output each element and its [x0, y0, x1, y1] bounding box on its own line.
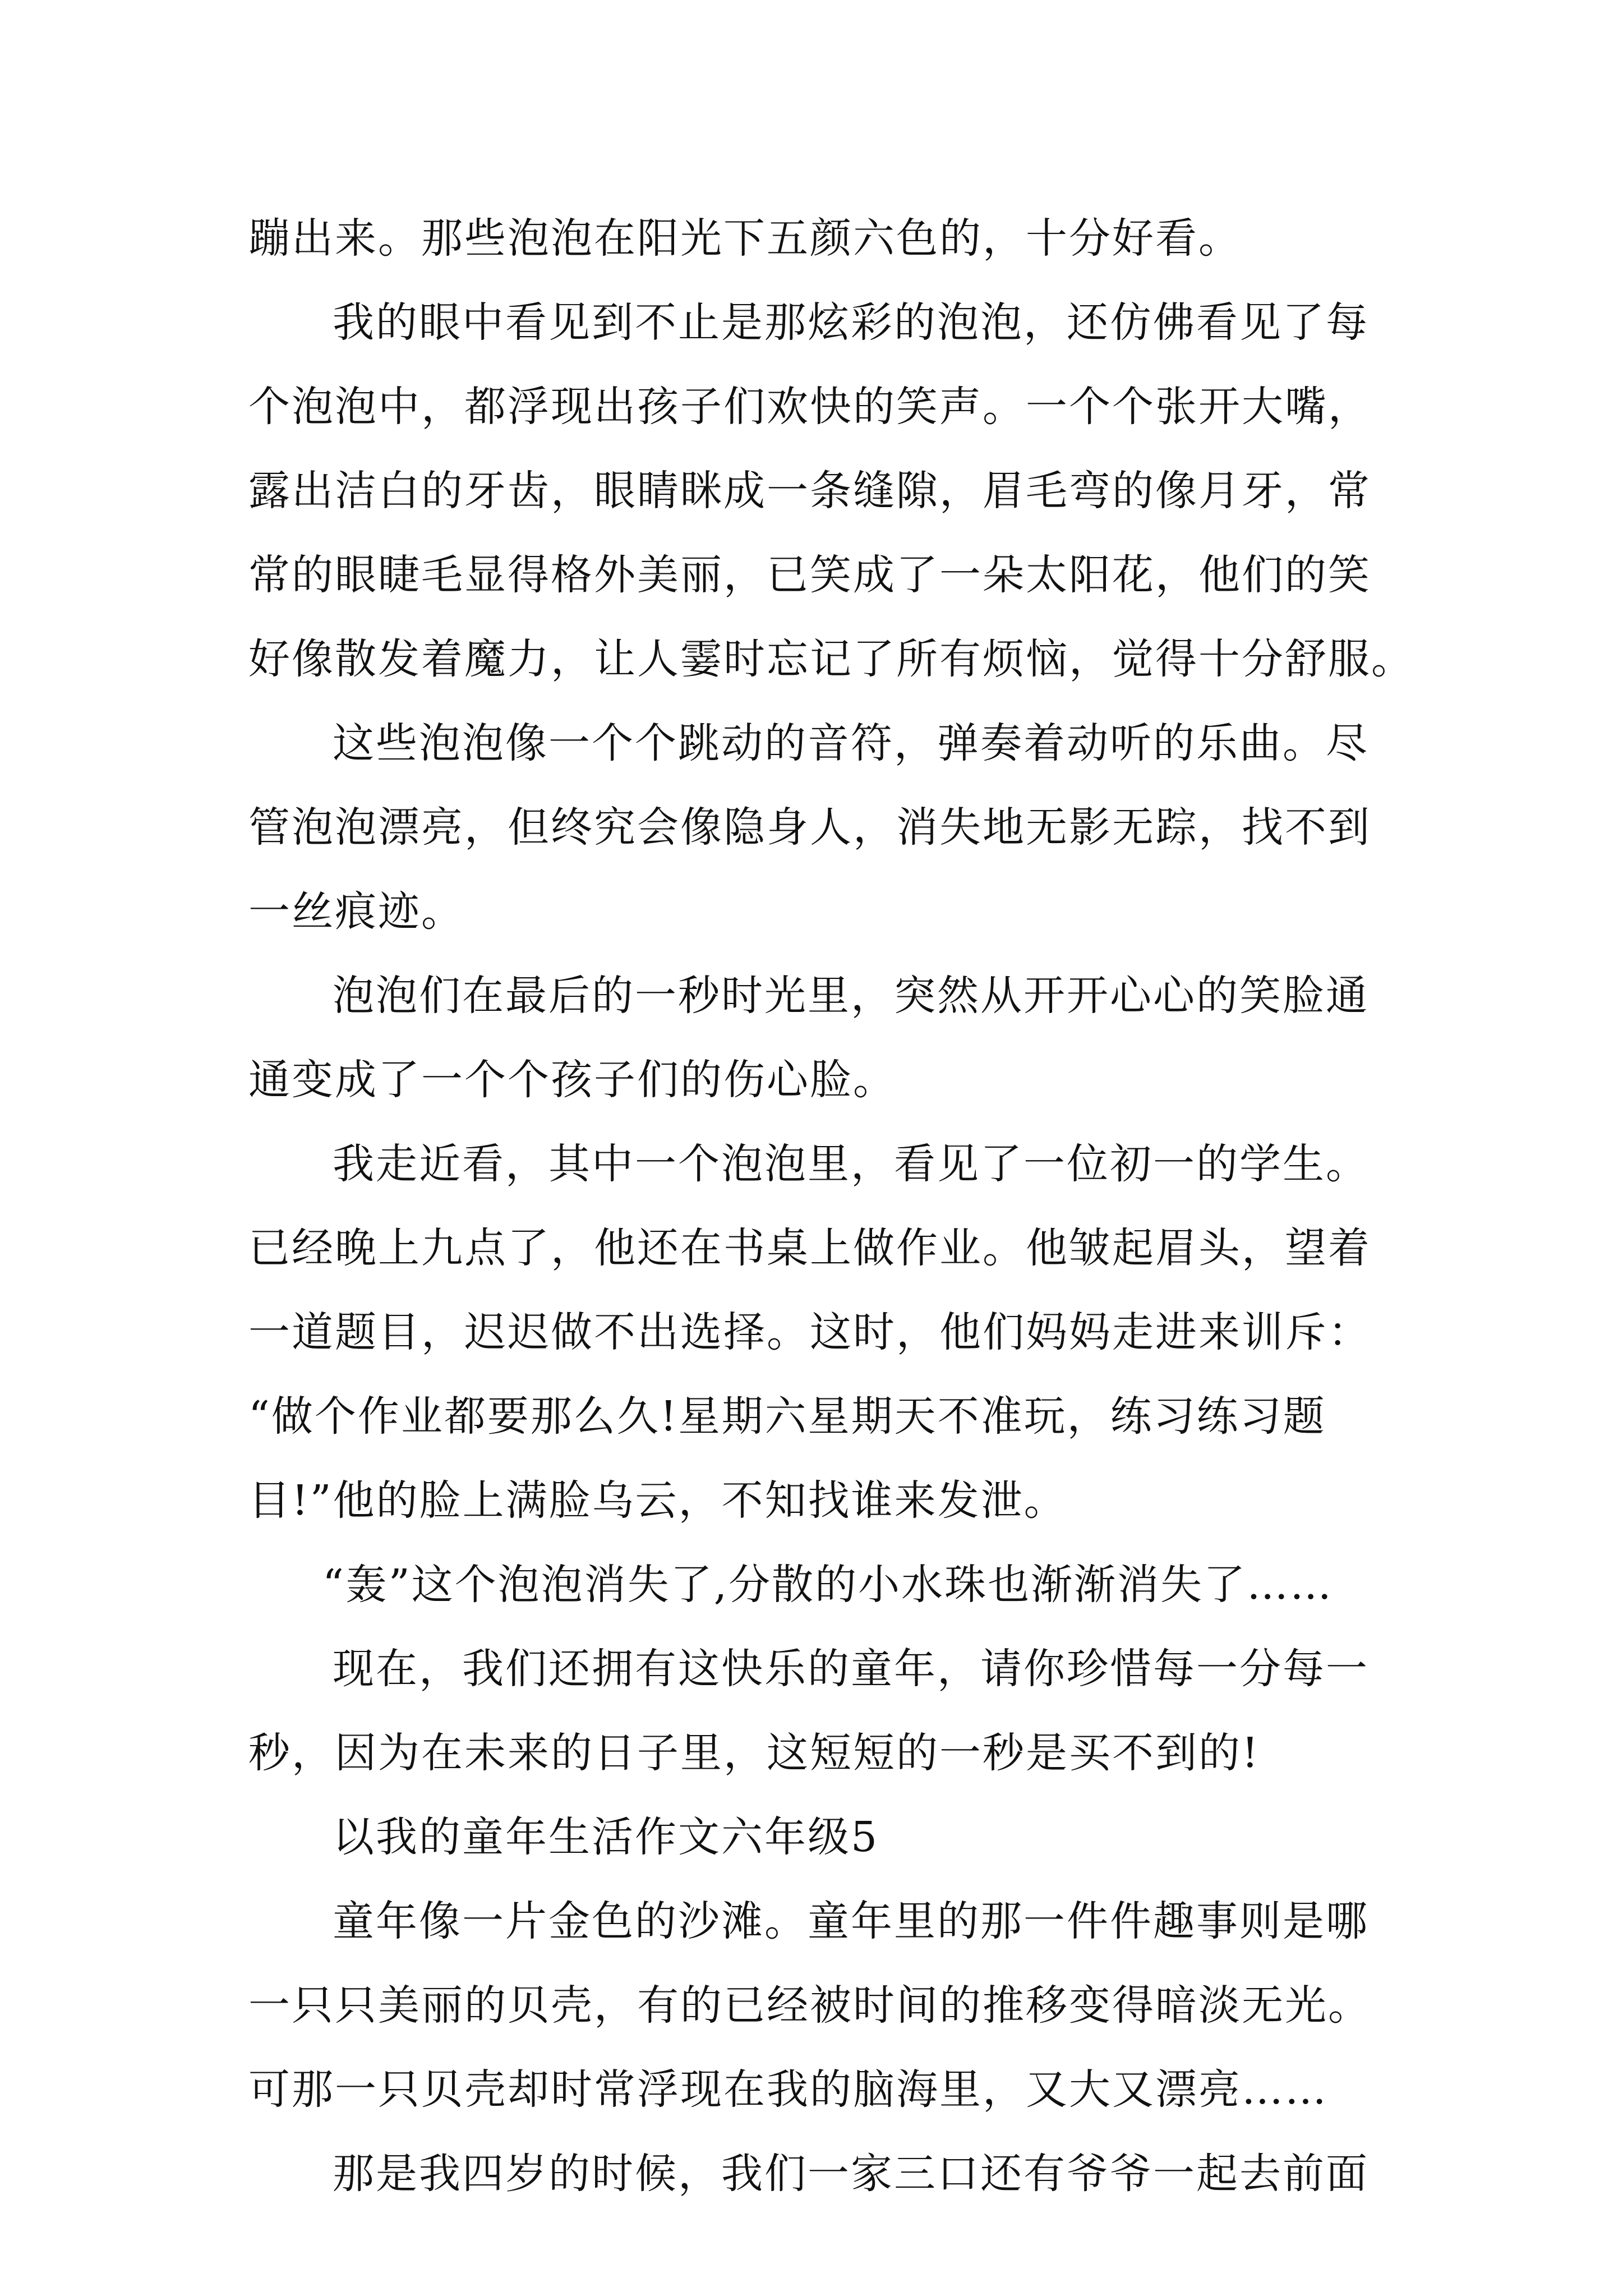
text-line: “做个作业都要那么久!星期六星期天不准玩，练习练习题 — [248, 1392, 1326, 1441]
text-line: 一道题目，迟迟做不出选择。这时，他们妈妈走进来训斥： — [248, 1308, 1371, 1356]
text-line: 那是我四岁的时候，我们一家三口还有爷爷一起去前面 — [333, 2150, 1369, 2198]
text-line: “轰”这个泡泡消失了,分散的小水珠也渐渐消失了…… — [322, 1561, 1334, 1609]
text-line: 我走近看，其中一个泡泡里，看见了一位初一的学生。 — [333, 1140, 1369, 1188]
text-line: 童年像一片金色的沙滩。童年里的那一件件趣事则是哪 — [333, 1897, 1369, 1945]
text-line: 常的眼睫毛显得格外美丽，已笑成了一朵太阳花，他们的笑 — [248, 551, 1371, 599]
text-line: 这些泡泡像一个个跳动的音符，弹奏着动听的乐曲。尽 — [333, 719, 1369, 767]
text-line: 现在，我们还拥有这快乐的童年，请你珍惜每一分每一 — [333, 1645, 1369, 1693]
text-line: 一只只美丽的贝壳，有的已经被时间的推移变得暗淡无光。 — [248, 1981, 1371, 2030]
text-line: 蹦出来。那些泡泡在阳光下五颜六色的，十分好看。 — [248, 214, 1242, 263]
text-line: 已经晚上九点了，他还在书桌上做作业。他皱起眉头，望着 — [248, 1224, 1371, 1272]
text-line: 我的眼中看见到不止是那炫彩的泡泡，还仿佛看见了每 — [333, 298, 1369, 347]
text-line: 秒，因为在未来的日子里，这短短的一秒是买不到的! — [248, 1729, 1260, 1777]
section-heading: 以我的童年生活作文六年级5 — [333, 1813, 879, 1861]
text-line: 可那一只贝壳却时常浮现在我的脑海里，又大又漂亮…… — [248, 2065, 1328, 2114]
text-line: 露出洁白的牙齿，眼睛眯成一条缝隙，眉毛弯的像月牙，常 — [248, 467, 1371, 515]
text-line: 个泡泡中，都浮现出孩子们欢快的笑声。一个个张开大嘴， — [248, 383, 1371, 431]
text-line: 管泡泡漂亮，但终究会像隐身人，消失地无影无踪，找不到 — [248, 803, 1371, 852]
text-line: 好像散发着魔力，让人霎时忘记了所有烦恼，觉得十分舒服。 — [248, 635, 1414, 683]
text-line: 通变成了一个个孩子们的伤心脸。 — [248, 1056, 896, 1104]
text-line: 一丝痕迹。 — [248, 887, 464, 936]
essay-body — [248, 196, 1414, 2216]
text-line: 目!”他的脸上满脸乌云，不知找谁来发泄。 — [248, 1476, 1067, 1525]
text-line: 泡泡们在最后的一秒时光里，突然从开开心心的笑脸通 — [333, 972, 1369, 1020]
